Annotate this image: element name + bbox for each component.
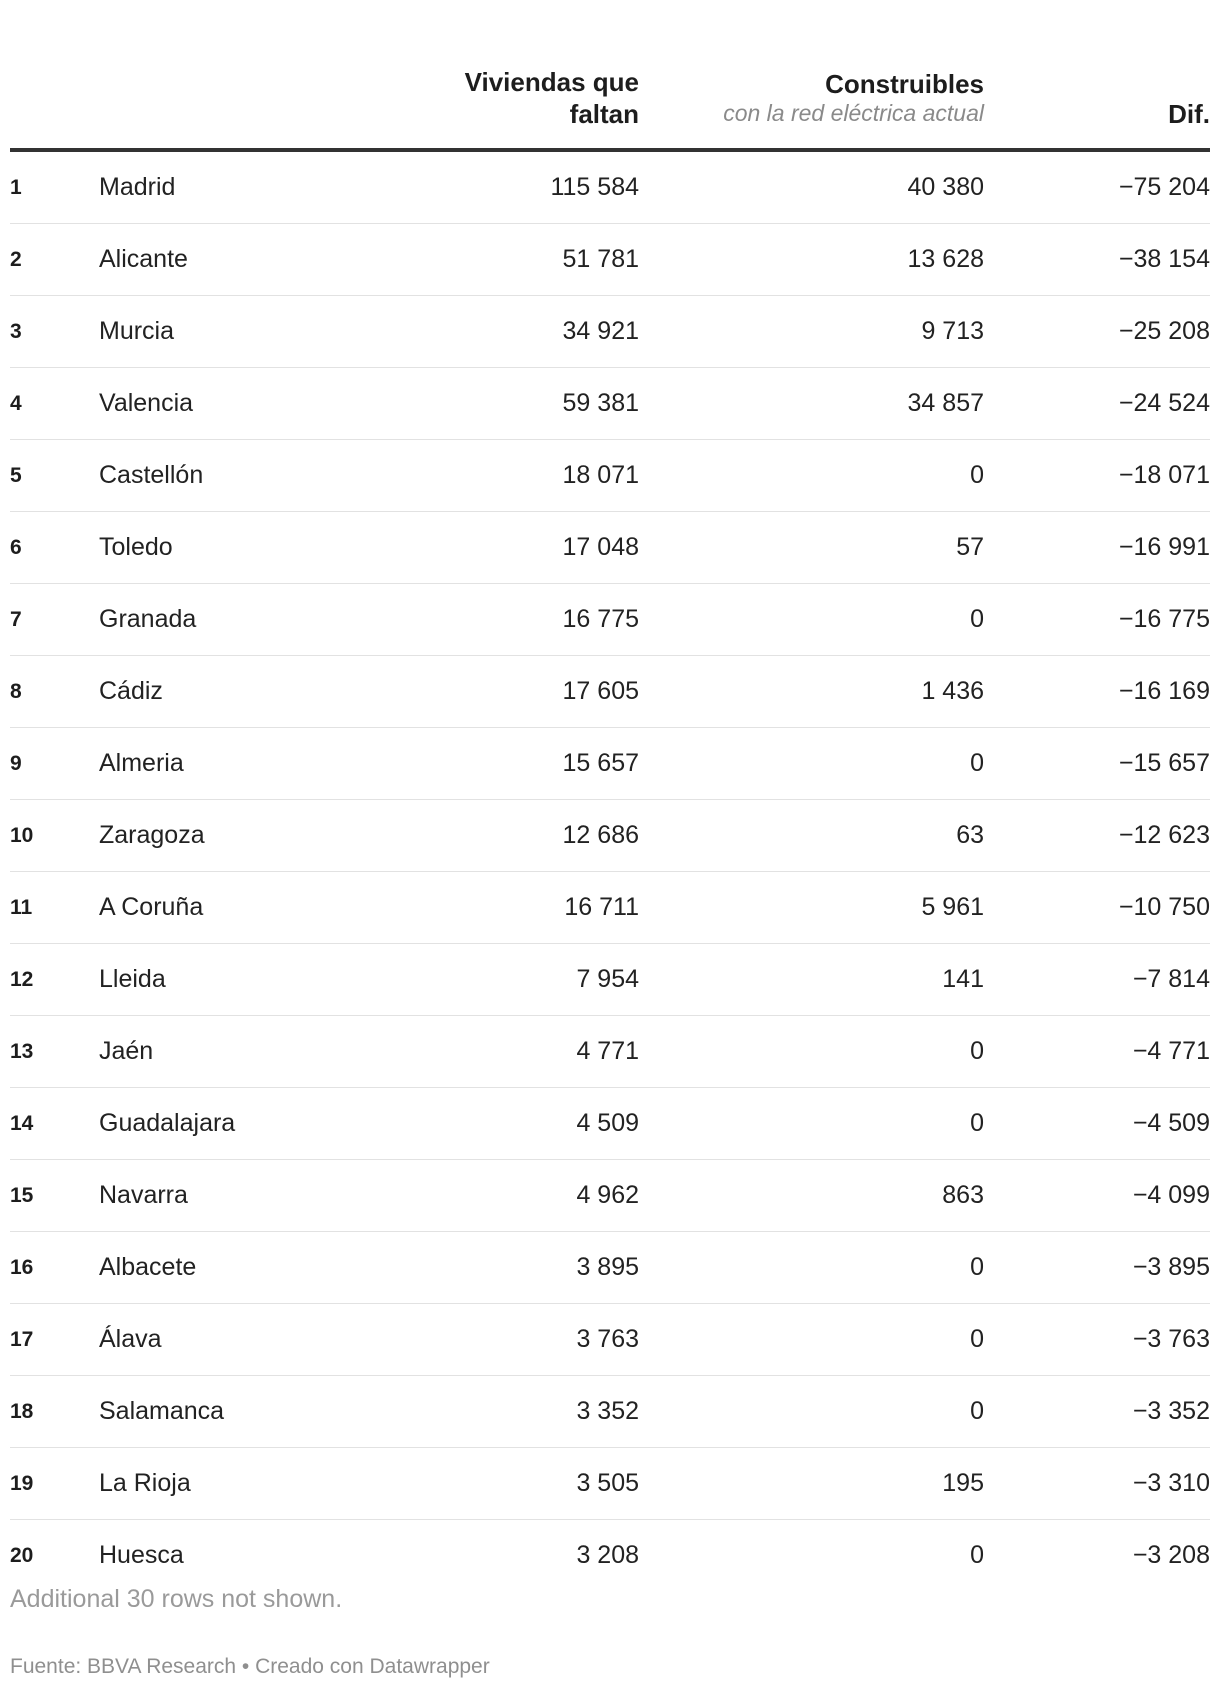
table-row <box>10 728 1210 800</box>
cell-dif: −16 169 <box>984 656 1210 728</box>
cell-dif: −16 775 <box>984 584 1210 656</box>
table-row <box>10 1448 1210 1520</box>
cell-viviendas-que-faltan: 3 352 <box>419 1376 639 1448</box>
table-row <box>10 1304 1210 1376</box>
cell-dif: −18 071 <box>984 440 1210 512</box>
table-row <box>10 224 1210 296</box>
table-header-row <box>10 0 1210 150</box>
cell-province: Albacete <box>99 1232 419 1304</box>
header-construibles-subtitle: con la red eléctrica actual <box>723 100 984 126</box>
cell-dif: −25 208 <box>984 296 1210 368</box>
cell-dif: −16 991 <box>984 512 1210 584</box>
cell-construibles: 195 <box>639 1448 984 1520</box>
cell-rank: 1 <box>10 150 99 224</box>
cell-construibles: 0 <box>639 1232 984 1304</box>
cell-construibles: 0 <box>970 1541 984 1569</box>
cell-dif: −3 208 <box>1132 1541 1210 1569</box>
cell-rank: 14 <box>10 1088 99 1160</box>
cell-rank: 18 <box>10 1376 99 1448</box>
table-row <box>10 1088 1210 1160</box>
cell-construibles: 5 961 <box>639 872 984 944</box>
cell-province: Zaragoza <box>99 800 419 872</box>
cell-viviendas-que-faltan: 51 781 <box>419 224 639 296</box>
header-rank <box>10 0 99 150</box>
cell-construibles: 1 436 <box>639 656 984 728</box>
cell-province: Álava <box>99 1304 419 1376</box>
cell-viviendas-que-faltan: 4 771 <box>419 1016 639 1088</box>
cell-viviendas-que-faltan: 115 584 <box>419 150 639 224</box>
cell-rank: 12 <box>10 944 99 1016</box>
cell-rank: 15 <box>10 1160 99 1232</box>
table-row <box>10 1376 1210 1448</box>
cell-viviendas-que-faltan: 15 657 <box>419 728 639 800</box>
cell-rank: 16 <box>10 1232 99 1304</box>
cell-rank: 2 <box>10 224 99 296</box>
cell-rank: 7 <box>10 584 99 656</box>
cell-province: Murcia <box>99 296 419 368</box>
cell-construibles: 9 713 <box>639 296 984 368</box>
cell-dif: −3 352 <box>984 1376 1210 1448</box>
cell-construibles: 863 <box>639 1160 984 1232</box>
table-row <box>10 512 1210 584</box>
cell-dif: −3 895 <box>984 1232 1210 1304</box>
data-table <box>10 0 1210 1591</box>
cell-construibles: 0 <box>639 1088 984 1160</box>
cell-dif: −7 814 <box>984 944 1210 1016</box>
cell-construibles: 0 <box>639 1376 984 1448</box>
table-row <box>10 1016 1210 1088</box>
cell-province: Salamanca <box>99 1376 419 1448</box>
cell-viviendas-que-faltan: 4 509 <box>419 1088 639 1160</box>
cell-dif: −75 204 <box>984 150 1210 224</box>
cell-dif: −24 524 <box>984 368 1210 440</box>
cell-province: La Rioja <box>99 1448 419 1520</box>
cell-construibles: 0 <box>639 584 984 656</box>
cell-rank: 10 <box>10 800 99 872</box>
cell-rank: 20 <box>10 1543 34 1567</box>
cell-viviendas-que-faltan: 16 775 <box>419 584 639 656</box>
cell-province: Lleida <box>99 944 419 1016</box>
cell-construibles: 0 <box>639 440 984 512</box>
table-row <box>10 1232 1210 1304</box>
cell-rank: 5 <box>10 440 99 512</box>
cell-construibles: 57 <box>639 512 984 584</box>
cell-rank: 8 <box>10 656 99 728</box>
cell-viviendas-que-faltan: 34 921 <box>419 296 639 368</box>
cell-construibles: 141 <box>639 944 984 1016</box>
data-table-container <box>10 0 1210 1591</box>
cell-province: Navarra <box>99 1160 419 1232</box>
table-row <box>10 656 1210 728</box>
cell-province: Jaén <box>99 1016 419 1088</box>
cell-province: Toledo <box>99 512 419 584</box>
header-dif[interactable]: Dif. <box>984 0 1210 150</box>
cell-province: Cádiz <box>99 656 419 728</box>
cell-construibles: 0 <box>639 1304 984 1376</box>
table-row <box>10 1520 1210 1592</box>
table-body <box>10 150 1210 1591</box>
cell-construibles: 0 <box>639 728 984 800</box>
cell-rank: 11 <box>10 872 99 944</box>
header-construibles-label: Construibles <box>825 69 984 99</box>
cell-construibles: 40 380 <box>639 150 984 224</box>
cell-construibles: 13 628 <box>639 224 984 296</box>
cell-construibles: 63 <box>639 800 984 872</box>
header-viviendas-que-faltan[interactable]: Viviendas que faltan <box>419 0 639 150</box>
cell-viviendas-que-faltan: 18 071 <box>419 440 639 512</box>
table-row <box>10 440 1210 512</box>
cell-viviendas-que-faltan: 59 381 <box>419 368 639 440</box>
cell-province: Alicante <box>99 224 419 296</box>
source-footer: Fuente: BBVA Research • Creado con Datawrapper <box>10 1655 490 1678</box>
cell-dif: −38 154 <box>984 224 1210 296</box>
cell-dif: −15 657 <box>984 728 1210 800</box>
cell-viviendas-que-faltan: 3 895 <box>419 1232 639 1304</box>
cell-viviendas-que-faltan: 16 711 <box>419 872 639 944</box>
cell-dif: −4 509 <box>984 1088 1210 1160</box>
cell-rank: 19 <box>10 1448 99 1520</box>
cell-viviendas-que-faltan: 12 686 <box>419 800 639 872</box>
table-row <box>10 1160 1210 1232</box>
cell-dif: −3 310 <box>984 1448 1210 1520</box>
cell-dif: −3 763 <box>984 1304 1210 1376</box>
cell-dif: −10 750 <box>984 872 1210 944</box>
cell-viviendas-que-faltan: 3 505 <box>419 1448 639 1520</box>
cell-rank: 3 <box>10 296 99 368</box>
cell-province: Almeria <box>99 728 419 800</box>
table-row <box>10 800 1210 872</box>
table-row <box>10 584 1210 656</box>
cell-construibles: 0 <box>639 1016 984 1088</box>
cell-rank: 4 <box>10 368 99 440</box>
cell-construibles: 34 857 <box>639 368 984 440</box>
cell-viviendas-que-faltan: 3 763 <box>419 1304 639 1376</box>
cell-rank: 6 <box>10 512 99 584</box>
cell-rank: 9 <box>10 728 99 800</box>
cell-viviendas-que-faltan: 17 048 <box>419 512 639 584</box>
table-row <box>10 368 1210 440</box>
table-row <box>10 296 1210 368</box>
cell-viviendas-que-faltan: 7 954 <box>419 944 639 1016</box>
cell-viviendas-que-faltan: 3 208 <box>576 1541 639 1569</box>
cell-province: Valencia <box>99 368 419 440</box>
rows-not-shown-note: Additional 30 rows not shown. <box>10 1585 343 1613</box>
cell-province: Guadalajara <box>99 1088 419 1160</box>
cell-province: Granada <box>99 584 419 656</box>
table-row <box>10 944 1210 1016</box>
table-row <box>10 150 1210 224</box>
cell-rank: 13 <box>10 1016 99 1088</box>
table-row <box>10 872 1210 944</box>
header-construibles[interactable] <box>639 0 984 150</box>
cell-province: Huesca <box>99 1541 184 1569</box>
cell-viviendas-que-faltan: 4 962 <box>419 1160 639 1232</box>
cell-rank: 17 <box>10 1304 99 1376</box>
header-name <box>99 0 419 150</box>
cell-province: Madrid <box>99 150 419 224</box>
cell-province: Castellón <box>99 440 419 512</box>
cell-province: A Coruña <box>99 872 419 944</box>
cell-dif: −4 099 <box>984 1160 1210 1232</box>
cell-dif: −4 771 <box>984 1016 1210 1088</box>
cell-dif: −12 623 <box>984 800 1210 872</box>
cell-viviendas-que-faltan: 17 605 <box>419 656 639 728</box>
